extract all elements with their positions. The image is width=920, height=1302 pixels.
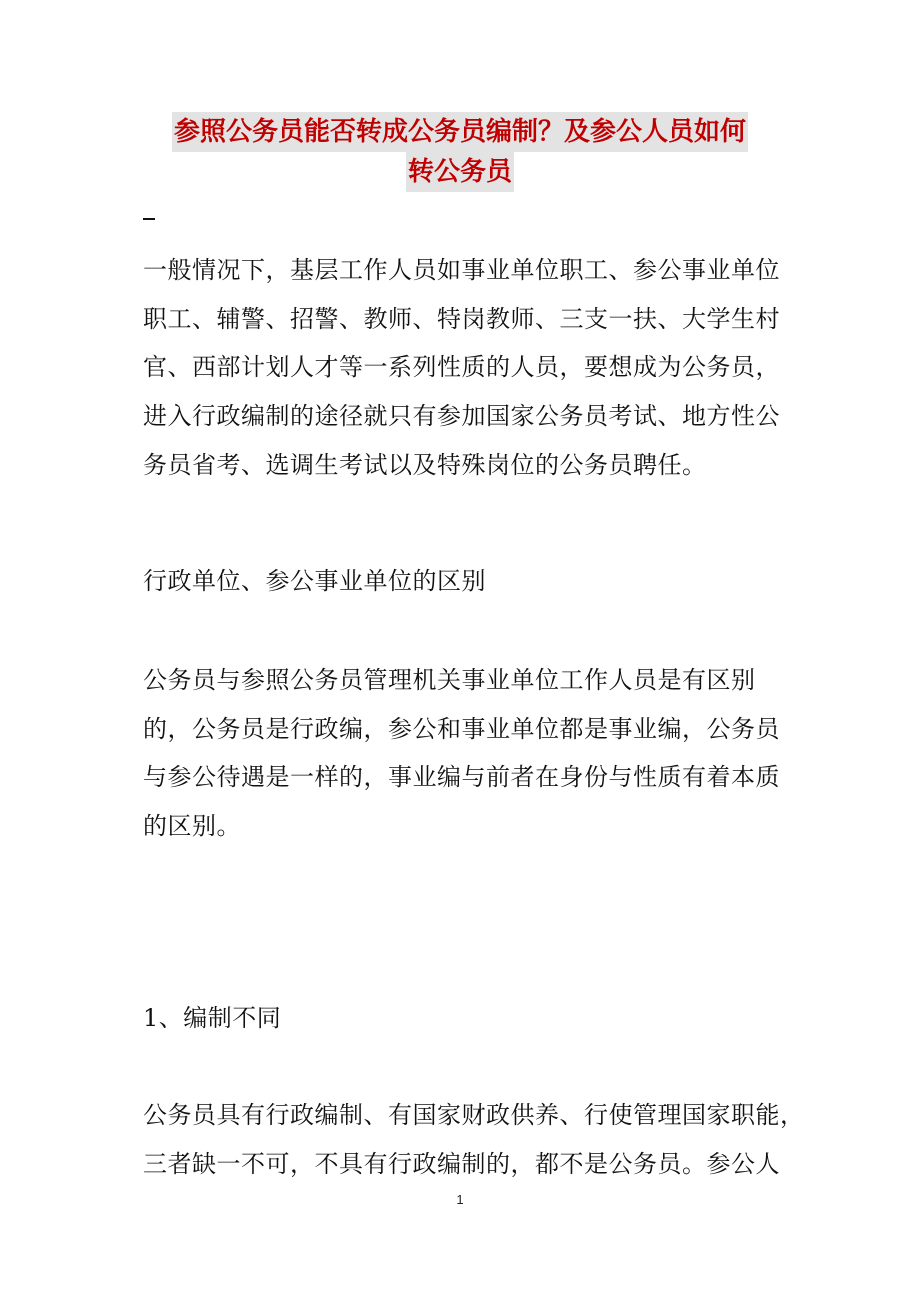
- paragraph-difference: [143, 656, 783, 851]
- paragraph-line: 公务员具有行政编制、有国家财政供养、行使管理国家职能，: [143, 1101, 805, 1129]
- paragraph-line: 一般情况下，基层工作人员如事业单位职工、参公事业单位: [143, 256, 780, 284]
- paragraph-line: 的，公务员是行政编，参公和事业单位都是事业编，公务员: [143, 714, 780, 743]
- page-number: 1: [456, 1192, 464, 1207]
- paragraph-line: 行政单位、参公事业单位的区别: [143, 567, 486, 595]
- paragraph-line: 务员省考、选调生考试以及特殊岗位的公务员聘任。: [143, 450, 707, 479]
- document-title: [0, 112, 920, 192]
- paragraph-intro: [143, 246, 783, 490]
- paragraph-line: 的区别。: [143, 812, 241, 841]
- paragraph-line: 1、编制不同: [143, 1004, 282, 1032]
- paragraph-line: 官、西部计划人才等一系列性质的人员，要想成为公务员，: [143, 353, 780, 382]
- paragraph-line: 进入行政编制的途径就只有参加国家公务员考试、地方性公: [143, 402, 780, 431]
- paragraph-staffing: [143, 1091, 805, 1188]
- paragraph-line: 职工、辅警、招警、教师、特岗教师、三支一扶、大学生村: [143, 304, 780, 333]
- title-line-2: 转公务员: [406, 152, 514, 192]
- paragraph-line: 与参公待遇是一样的，事业编与前者在身份与性质有着本质: [143, 763, 780, 792]
- section-heading-difference: [143, 557, 783, 606]
- paragraph-line: 三者缺一不可，不具有行政编制的，都不是公务员。参公人: [143, 1149, 780, 1178]
- title-line-1: 参照公务员能否转成公务员编制？及参公人员如何: [172, 112, 748, 152]
- dash-mark: [143, 218, 155, 220]
- section-heading-staffing: [143, 994, 783, 1043]
- paragraph-line: 公务员与参照公务员管理机关事业单位工作人员是有区别: [143, 666, 756, 694]
